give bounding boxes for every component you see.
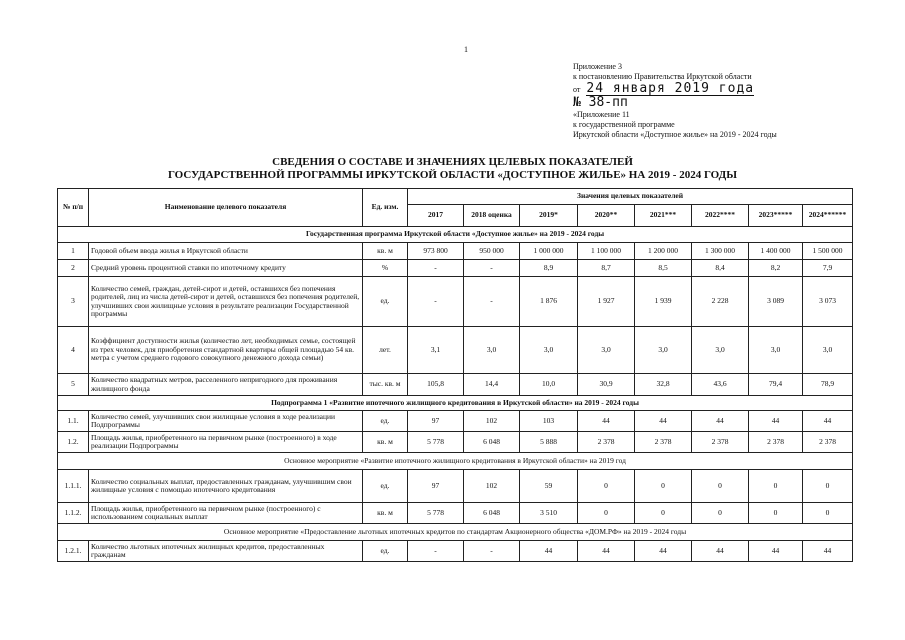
value-cell: 0: [578, 503, 635, 524]
value-cell: 1 876: [520, 277, 578, 327]
stamp-date: 24 января 2019 года: [586, 81, 755, 96]
indicators-table: [57, 188, 853, 562]
unit-cell: кв. м: [363, 243, 408, 260]
value-cell: 5 778: [408, 432, 464, 453]
value-cell: 0: [635, 503, 692, 524]
unit-cell: ед.: [363, 541, 408, 562]
table-row: [58, 432, 853, 453]
activity-row-1-text: Основное мероприятие «Развитие ипотечного жилищного кредитования в Иркутской области» на 2019 год: [58, 453, 853, 470]
value-cell: 1 400 000: [749, 243, 803, 260]
header-year: 2020**: [578, 205, 635, 227]
row-number: 2: [58, 260, 89, 277]
title-line-1: СВЕДЕНИЯ О СОСТАВЕ И ЗНАЧЕНИЯХ ЦЕЛЕВЫХ ПОКАЗАТЕЛЕЙ: [272, 156, 633, 168]
value-cell: 44: [692, 541, 749, 562]
table-row: [58, 374, 853, 396]
value-cell: 43,6: [692, 374, 749, 396]
value-cell: 2 378: [749, 432, 803, 453]
unit-cell: ед.: [363, 470, 408, 503]
header-year: 2019*: [520, 205, 578, 227]
header-num: № п/п: [58, 189, 89, 227]
stamp-number: № 38-пп: [573, 95, 628, 110]
unit-cell: кв. м: [363, 432, 408, 453]
value-cell: 2 378: [803, 432, 853, 453]
table-row: [58, 277, 853, 327]
value-cell: 1 000 000: [520, 243, 578, 260]
stamp-line-7: Иркутской области «Доступное жилье» на 2019 - 2024 годы: [573, 130, 777, 139]
row-number: 1.1.2.: [58, 503, 89, 524]
value-cell: 0: [803, 470, 853, 503]
indicator-name: Площадь жилья, приобретенного на первичном рынке (построенного) в ходе реализации Подпрограммы: [89, 432, 363, 453]
row-number: 3: [58, 277, 89, 327]
header-year: 2022****: [692, 205, 749, 227]
indicator-name: Годовой объем ввода жилья в Иркутской области: [89, 243, 363, 260]
row-number: 5: [58, 374, 89, 396]
value-cell: 1 500 000: [803, 243, 853, 260]
value-cell: 44: [749, 541, 803, 562]
value-cell: 10,0: [520, 374, 578, 396]
section-subprogram-1-text: Подпрограмма 1 «Развитие ипотечного жилищного кредитования в Иркутской области» на 2019 - 2024 годы: [58, 396, 853, 411]
section-subprogram-1: [58, 396, 853, 411]
value-cell: 105,8: [408, 374, 464, 396]
table-row: [58, 260, 853, 277]
value-cell: 78,9: [803, 374, 853, 396]
value-cell: 0: [692, 470, 749, 503]
value-cell: 102: [464, 470, 520, 503]
value-cell: 3 089: [749, 277, 803, 327]
value-cell: -: [408, 277, 464, 327]
value-cell: 8,2: [749, 260, 803, 277]
value-cell: 8,9: [520, 260, 578, 277]
value-cell: 0: [749, 470, 803, 503]
value-cell: 32,8: [635, 374, 692, 396]
value-cell: 973 800: [408, 243, 464, 260]
indicator-name: Количество квадратных метров, расселенного непригодного для проживания жилищного фонда: [89, 374, 363, 396]
value-cell: 3 073: [803, 277, 853, 327]
page-number: 1: [464, 45, 468, 54]
value-cell: 3,0: [692, 327, 749, 374]
header-year: 2023*****: [749, 205, 803, 227]
activity-row-2: [58, 524, 853, 541]
unit-cell: %: [363, 260, 408, 277]
stamp-line-2: к постановлению Правительства Иркутской области: [573, 72, 752, 81]
table-body: [58, 227, 853, 562]
indicator-name: Площадь жилья, приобретенного на первичном рынке (построенного) с использованием социальных выплат: [89, 503, 363, 524]
row-number: 1: [58, 243, 89, 260]
indicator-name: Количество социальных выплат, предоставленных гражданам, улучшившим свои жилищные условия с помощью ипотечного кредитования: [89, 470, 363, 503]
value-cell: 0: [692, 503, 749, 524]
unit-cell: тыс. кв. м: [363, 374, 408, 396]
value-cell: -: [408, 260, 464, 277]
title-line-2: ГОСУДАРСТВЕННОЙ ПРОГРАММЫ ИРКУТСКОЙ ОБЛАСТИ «ДОСТУПНОЕ ЖИЛЬЕ» НА 2019 - 2024 ГОДЫ: [167, 169, 738, 181]
header-year: 2021***: [635, 205, 692, 227]
value-cell: 1 927: [578, 277, 635, 327]
row-number: 1.1.: [58, 411, 89, 432]
stamp-line-5: «Приложение 11: [573, 110, 630, 119]
header-name: Наименование целевого показателя: [89, 189, 363, 227]
row-number: 4: [58, 327, 89, 374]
stamp-line-1: Приложение 3: [573, 62, 622, 71]
table-row: [58, 541, 853, 562]
value-cell: 3,0: [803, 327, 853, 374]
activity-row-2-text: Основное мероприятие «Предоставление льготных ипотечных кредитов по стандартам Акционерного общества «ДОМ.РФ» на 2019 - 2024 годы: [58, 524, 853, 541]
value-cell: 44: [635, 541, 692, 562]
approval-stamp: [573, 62, 777, 140]
header-year: 2017: [408, 205, 464, 227]
row-number: 1.2.: [58, 432, 89, 453]
table-row: [58, 470, 853, 503]
value-cell: 2 378: [635, 432, 692, 453]
value-cell: 0: [803, 503, 853, 524]
value-cell: 6 048: [464, 432, 520, 453]
value-cell: 44: [578, 411, 635, 432]
table-header: [58, 189, 853, 227]
value-cell: 3,0: [578, 327, 635, 374]
value-cell: 44: [803, 411, 853, 432]
table-row: [58, 243, 853, 260]
row-number: 1.1.1.: [58, 470, 89, 503]
activity-row-1: [58, 453, 853, 470]
value-cell: 44: [749, 411, 803, 432]
stamp-from: от: [573, 85, 581, 94]
value-cell: 3 510: [520, 503, 578, 524]
value-cell: 0: [578, 470, 635, 503]
value-cell: 950 000: [464, 243, 520, 260]
value-cell: 1 939: [635, 277, 692, 327]
value-cell: 59: [520, 470, 578, 503]
value-cell: 14,4: [464, 374, 520, 396]
unit-cell: ед.: [363, 411, 408, 432]
value-cell: 44: [578, 541, 635, 562]
unit-cell: лет.: [363, 327, 408, 374]
unit-cell: ед.: [363, 277, 408, 327]
value-cell: 1 300 000: [692, 243, 749, 260]
row-number: 1.2.1.: [58, 541, 89, 562]
table-row: [58, 327, 853, 374]
value-cell: 79,4: [749, 374, 803, 396]
value-cell: 3,0: [520, 327, 578, 374]
value-cell: 5 778: [408, 503, 464, 524]
table-row: [58, 503, 853, 524]
value-cell: 103: [520, 411, 578, 432]
value-cell: 3,1: [408, 327, 464, 374]
section-program-text: Государственная программа Иркутской области «Доступное жилье» на 2019 - 2024 годы: [58, 227, 853, 243]
value-cell: 44: [635, 411, 692, 432]
header-year: 2024******: [803, 205, 853, 227]
value-cell: 2 378: [578, 432, 635, 453]
value-cell: 8,4: [692, 260, 749, 277]
value-cell: 2 228: [692, 277, 749, 327]
document-title: [0, 156, 905, 182]
value-cell: 30,9: [578, 374, 635, 396]
header-values-group: Значения целевых показателей: [408, 189, 853, 205]
indicator-name: Количество льготных ипотечных жилищных кредитов, предоставленных гражданам: [89, 541, 363, 562]
indicator-name: Количество семей, улучшивших свои жилищные условия в ходе реализации Подпрограммы: [89, 411, 363, 432]
value-cell: 44: [520, 541, 578, 562]
value-cell: -: [464, 277, 520, 327]
value-cell: 0: [749, 503, 803, 524]
value-cell: 3,0: [749, 327, 803, 374]
value-cell: -: [408, 541, 464, 562]
section-program: [58, 227, 853, 243]
value-cell: 0: [635, 470, 692, 503]
stamp-line-6: к государственной программе: [573, 120, 675, 129]
value-cell: 1 100 000: [578, 243, 635, 260]
value-cell: 2 378: [692, 432, 749, 453]
value-cell: -: [464, 541, 520, 562]
value-cell: 97: [408, 470, 464, 503]
header-unit: Ед. изм.: [363, 189, 408, 227]
indicator-name: Количество семей, граждан, детей-сирот и детей, оставшихся без попечения родителей, лиц из числа детей-сирот и детей, оставшихся без попечения родителей, улучшивших свои жилищные условия в результате реализации Государственной программы: [89, 277, 363, 327]
value-cell: 8,7: [578, 260, 635, 277]
header-year: 2018 оценка: [464, 205, 520, 227]
stamp-date-line: [573, 82, 777, 96]
indicator-name: Средний уровень процентной ставки по ипотечному кредиту: [89, 260, 363, 277]
value-cell: 1 200 000: [635, 243, 692, 260]
value-cell: 3,0: [635, 327, 692, 374]
value-cell: -: [464, 260, 520, 277]
value-cell: 7,9: [803, 260, 853, 277]
value-cell: 44: [692, 411, 749, 432]
value-cell: 97: [408, 411, 464, 432]
indicator-name: Коэффициент доступности жилья (количество лет, необходимых семье, состоящей из трех человек, для приобретения стандартной квартиры общей площадью 54 кв. метра с учетом среднего годового совокупного денежного дохода семьи): [89, 327, 363, 374]
value-cell: 6 048: [464, 503, 520, 524]
value-cell: 8,5: [635, 260, 692, 277]
value-cell: 5 888: [520, 432, 578, 453]
value-cell: 102: [464, 411, 520, 432]
value-cell: 3,0: [464, 327, 520, 374]
value-cell: 44: [803, 541, 853, 562]
table-row: [58, 411, 853, 432]
unit-cell: кв. м: [363, 503, 408, 524]
